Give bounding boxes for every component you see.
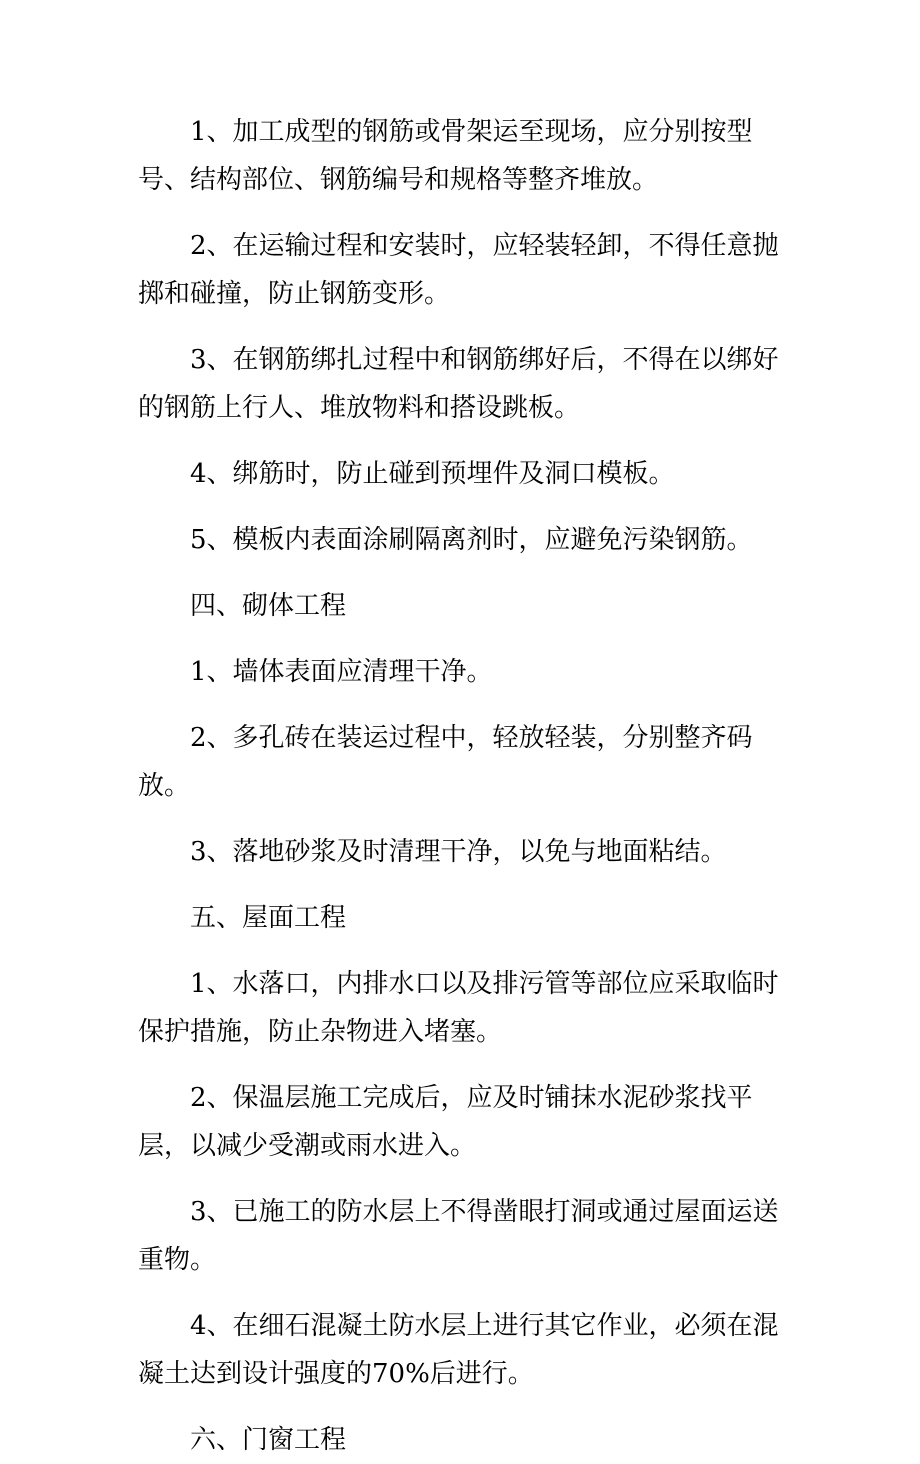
paragraph-insulation-layer: 2、保温层施工完成后，应及时铺抹水泥砂浆找平层，以减少受潮或雨水进入。	[138, 1083, 753, 1161]
section-heading-doors-windows: 六、门窗工程	[190, 1425, 347, 1455]
paragraph-waterproof-layer: 3、已施工的防水层上不得凿眼打洞或通过屋面运送重物。	[138, 1197, 779, 1275]
paragraph-rebar-storage: 1、加工成型的钢筋或骨架运至现场，应分别按型号、结构部位、钢筋编号和规格等整齐堆放。	[138, 117, 753, 195]
paragraph-rebar-transport: 2、在运输过程和安装时，应轻装轻卸，不得任意抛掷和碰撞，防止钢筋变形。	[138, 231, 779, 309]
document-body	[138, 108, 788, 1464]
paragraph-wall-cleaning: 1、墙体表面应清理干净。	[190, 657, 493, 687]
section-heading-roofing: 五、屋面工程	[190, 903, 347, 933]
paragraph-release-agent: 5、模板内表面涂刷隔离剂时，应避免污染钢筋。	[190, 525, 753, 555]
paragraph-brick-handling: 2、多孔砖在装运过程中，轻放轻装，分别整齐码放。	[138, 723, 753, 801]
paragraph-concrete-strength: 4、在细石混凝土防水层上进行其它作业，必须在混凝土达到设计强度的70%后进行。	[138, 1311, 779, 1389]
paragraph-embedded-parts: 4、绑筋时，防止碰到预埋件及洞口模板。	[190, 459, 675, 489]
paragraph-drain-protection: 1、水落口，内排水口以及排污管等部位应采取临时保护措施，防止杂物进入堵塞。	[138, 969, 779, 1047]
paragraph-rebar-binding: 3、在钢筋绑扎过程中和钢筋绑好后，不得在以绑好的钢筋上行人、堆放物料和搭设跳板。	[138, 345, 779, 423]
paragraph-mortar-cleanup: 3、落地砂浆及时清理干净，以免与地面粘结。	[190, 837, 727, 867]
section-heading-masonry: 四、砌体工程	[190, 591, 347, 621]
